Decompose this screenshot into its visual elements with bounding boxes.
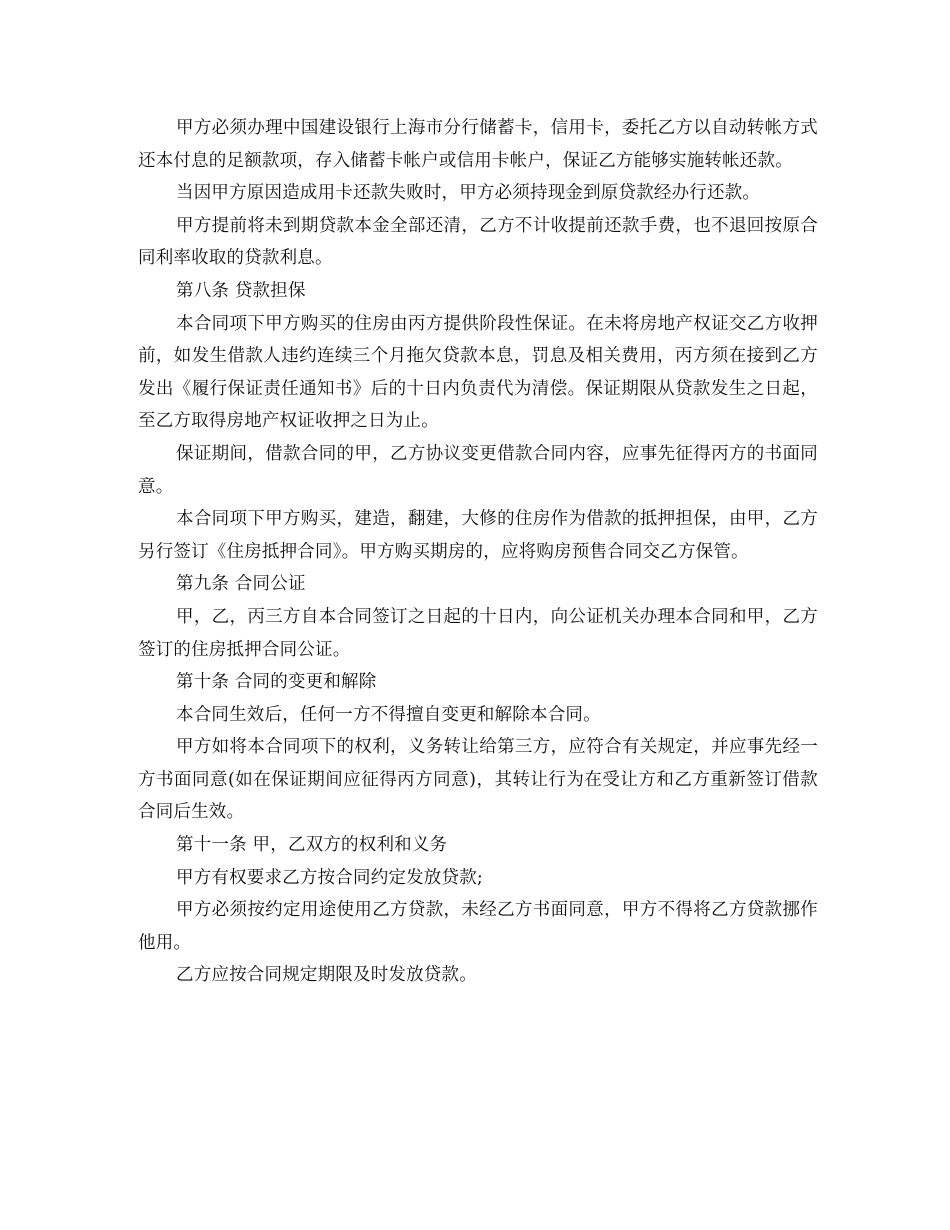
article-8-heading: 第八条 贷款担保	[176, 280, 306, 301]
paragraph-timely-disbursement: 乙方应按合同规定期限及时发放贷款。	[176, 965, 477, 986]
paragraph-guarantee-period: 保证期间，借款合同的甲，乙方协议变更借款合同内容，应事先征得丙方的书面同意。	[138, 443, 818, 497]
paragraph-card-repayment: 甲方必须办理中国建设银行上海市分行储蓄卡，信用卡，委托乙方以自动转帐方式还本付息的足额款项，存入储蓄卡帐户或信用卡帐户，保证乙方能够实施转帐还款。	[138, 118, 818, 171]
article-9-heading: 第九条 合同公证	[176, 574, 306, 595]
paragraph-loan-usage: 甲方必须按约定用途使用乙方贷款，未经乙方书面同意，甲方不得将乙方贷款挪作他用。	[138, 900, 818, 953]
article-10-heading: 第十条 合同的变更和解除	[176, 672, 377, 693]
paragraph-no-unilateral-change: 本合同生效后，任何一方不得擅自变更和解除本合同。	[176, 704, 601, 725]
paragraph-early-repayment: 甲方提前将未到期贷款本金全部还清，乙方不计收提前还款手费，也不退回按原合同利率收取的贷款利息。	[138, 215, 818, 269]
paragraph-right-to-loan: 甲方有权要求乙方按合同约定发放贷款;	[176, 867, 483, 888]
paragraph-transfer-rights: 甲方如将本合同项下的权利，义务转让给第三方，应符合有关规定，并应事先经一方书面同意(如在保证期间应征得丙方同意)，其转让行为在受让方和乙方重新签订借款合同后生效。	[138, 737, 818, 823]
article-11-heading: 第十一条 甲，乙双方的权利和义务	[176, 835, 448, 856]
paragraph-mortgage: 本合同项下甲方购买，建造，翻建，大修的住房作为借款的抵押担保，由甲，乙方另行签订《住房抵押合同》。甲方购买期房的，应将购房预售合同交乙方保管。	[138, 509, 818, 562]
paragraph-notarization: 甲，乙，丙三方自本合同签订之日起的十日内，向公证机关办理本合同和甲，乙方签订的住房抵押合同公证。	[138, 606, 818, 660]
paragraph-repayment-failure: 当因甲方原因造成用卡还款失败时，甲方必须持现金到原贷款经办行还款。	[176, 183, 761, 204]
paragraph-stage-guarantee: 本合同项下甲方购买的住房由丙方提供阶段性保证。在未将房地产权证交乙方收押前，如发生借款人违约连续三个月拖欠贷款本息，罚息及相关费用，丙方须在接到乙方发出《履行保证责任通知书》后的十日内负责代为清偿。保证期限从贷款发生之日起，至乙方取得房地产权证收押之日为止。	[138, 313, 818, 432]
document-body	[138, 112, 818, 992]
